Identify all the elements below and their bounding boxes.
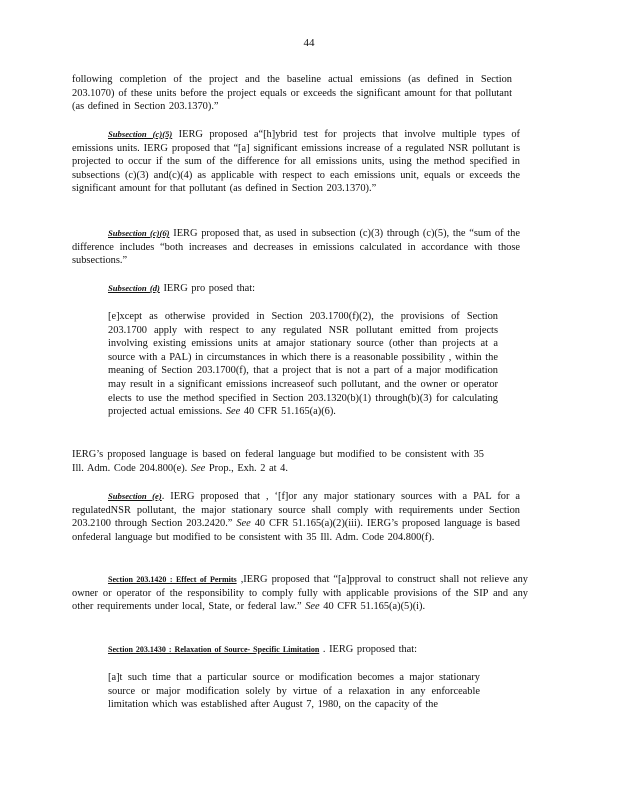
page-number: 44 [303,37,315,49]
block-quote-section-203-1700 [108,310,498,419]
see-signal: See [190,462,206,474]
paragraph-subsection-c6 [72,227,520,268]
subsection-heading: Subsection (e) [108,491,162,501]
paragraph-subsection-d [108,282,408,296]
quote-text: [a]t such time that a particular source or modification becomes a major stationary source or major modification solely by virtue of a relaxation in any enforceable limitation which was established after August 7, 1980, on the capacity of the [108,672,480,711]
paragraph-text: ,IERG proposed that “[a]pproval to construct shall not relieve any owner or operator of the responsibility to comply fully with applicable provisions of the SIP and any other requirements under local, State, or federal law.” [72,574,528,613]
subsection-heading: Subsection (c)(6) [108,228,170,238]
section-heading: Section 203.1420 : Effect of Permits [108,575,237,584]
paragraph-text: IERG’s proposed language is based on federal language but modified to be consistent with 35 Ill. Adm. Code 204.800(e). [72,449,484,474]
citation: Prop., Exh. 2 at 4. [205,462,288,474]
see-signal: See [225,406,241,418]
paragraph-continuation [72,73,512,114]
see-signal: See [236,518,251,530]
see-signal: See [305,601,320,613]
block-quote-relaxation [108,671,480,712]
citation: 40 CFR 51.165(a)(2)(iii). IERG’s proposed language is based onfederal language but modified to be consistent with 35 Ill. Adm. Code 204.800(f). [72,518,520,543]
section-heading: Section 203.1430 : Relaxation of Source- Specific Limitation [108,645,320,654]
quote-text: [e]xcept as otherwise provided in Section 203.1700(f)(2), the provisions of Section 203.1700 apply with respect to any regulated NSR pollutant emitted from projects involving existing emissions units at amajor stationary source (other than projects at a source with a PAL) in circumstances in which there is a reasonable possibility , within the meaning of Section 203.1700(f), that a project that is not a part of a major modification may result in a significant emissions increaseof such pollutant, and the owner or operator elects to use the method specified in Section 203.1320(b)(1) through(b)(3) for calculating projected actual emissions. [108,311,498,418]
paragraph-text: IERG pro posed that: [159,283,256,294]
paragraph-section-203-1430 [108,643,528,657]
paragraph-text: IERG proposed a“[h]ybrid test for projects that involve multiple types of emissions units. IERG proposed that “[a] significant emissions increase of a regulated NSR pollutant is projected to occur if the sum of the difference for all emissions units, using the method specified in subsections (c)(3) and(c)(4) as applicable with respect to each emissions unit, equals or exceeds the significant amount for that pollutant (as defined in Section 203.1370).” [72,129,521,195]
paragraph-subsection-e [72,490,520,544]
subsection-heading: Subsection (d) [108,283,160,293]
citation: 40 CFR 51.165(a)(5)(i). [319,601,426,613]
paragraph-text: IERG proposed that, as used in subsection (c)(3) through (c)(5), the “sum of the difference includes “both increases and decreases in emissions calculated in accordance with those subsections.” [72,228,520,267]
subsection-heading: Subsection (c)(5) [108,129,173,139]
paragraph-section-203-1420 [72,573,528,614]
paragraph-text: following completion of the project and the baseline actual emissions (as defined in Section 203.1070) of these units before the project equals or exceeds the significant amount for that pollutant (as defined in Section 203.1370).” [72,74,512,113]
paragraph-ierg-language [72,448,484,475]
citation: 40 CFR 51.165(a)(6). [240,406,336,418]
paragraph-text: . IERG proposed that , ‘[f]or any major stationary sources with a PAL for a regulatedNSR pollutant, the major stationary source shall comply with requirements under Section 203.2100 through Section 203.2420.” [72,491,520,530]
paragraph-text: . IERG proposed that: [319,644,418,655]
paragraph-subsection-c5 [72,128,520,196]
